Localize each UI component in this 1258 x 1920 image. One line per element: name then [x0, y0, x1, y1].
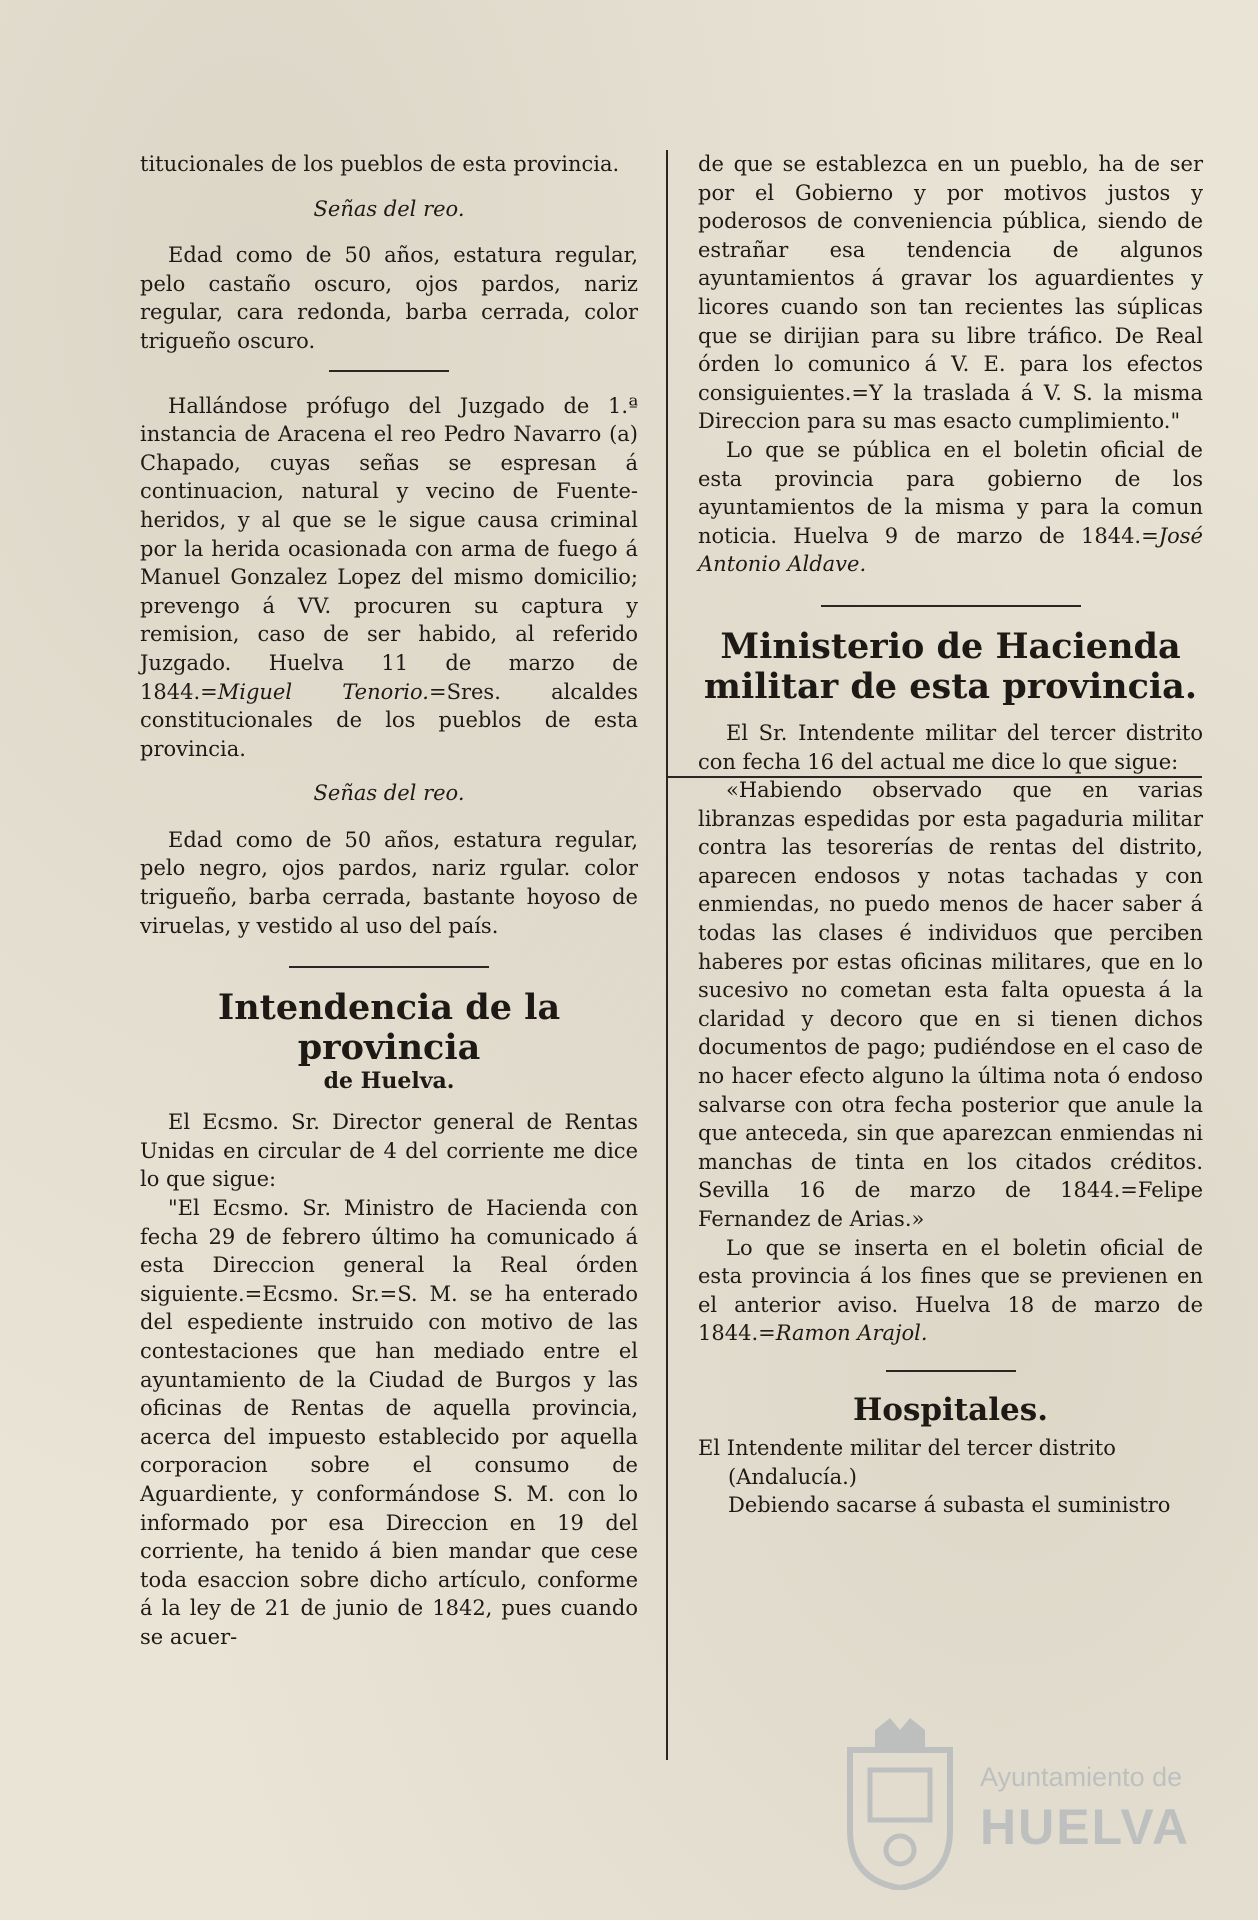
- right-paragraph-1: de que se establezca en un pueblo, ha de ser por el Gobierno y por motivos justos y poderosos de conveniencia pública, siendo de estrañar esa tendencia de algunos ayuntamientos á gravar los aguardientes y licores cuando son tan recientes las súplicas que se dirijian para su libre tráfico. De Real órden lo comunico á V. E. para los efectos consiguientes.=Y la traslada á V. S. la misma Direccion para su mas esacto cumplimiento.": [698, 152, 1203, 434]
- senas-text-2: Edad como de 50 años, estatura regular, pelo negro, ojos pardos, nariz rgular. color trigueño, barba cerrada, bastante hoyoso de viruelas, y vestido al uso del país.: [140, 827, 638, 938]
- watermark-line-1: Ayuntamiento de: [980, 1762, 1183, 1792]
- senas-title-2: Señas del reo.: [313, 781, 465, 806]
- section-rule: [289, 966, 489, 968]
- hospitales-line-2: (Andalucía.): [728, 1464, 857, 1489]
- column-divider: [666, 150, 668, 1760]
- signature-arajol: Ramon Arajol.: [775, 1321, 928, 1346]
- left-column: [140, 150, 638, 1652]
- right-paragraph-5: Lo que se inserta en el boletin oficial de esta provincia á los fines que se previenen en el anterior aviso. Huelva 18 de marzo de 1844.=Ramon Arajol.: [698, 1235, 1203, 1346]
- senas-text-1: Edad como de 50 años, estatura regular, pelo castaño oscuro, ojos pardos, nariz regular, cara redonda, barba cerrada, color trigueño oscuro.: [140, 243, 638, 353]
- signature-aldave: José Antonio Aldave.: [698, 523, 1203, 577]
- section-title-hospitales: Hospitales.: [852, 1391, 1049, 1428]
- short-rule: [329, 370, 449, 372]
- left-paragraph-2: Hallándose prófugo del Juzgado de 1.ª instancia de Aracena el reo Pedro Navarro (a) Chapado, cuyas señas se espresan á continuacion, natural y vecino de Fuente-heridos, y al que se le sigue causa criminal por la herida ocasionada con arma de fuego á Manuel Gonzalez Lopez del mismo domicilio; prevengo á VV. procuren su captura y remision, caso de ser habido, al referido Juzgado. Huelva 11 de marzo de 1844.=Miguel Tenorio.=Sres. alcaldes constitucionales de los pueblos de esta provincia.: [140, 393, 638, 761]
- right-column: [698, 150, 1203, 1520]
- hospitales-line-1: El Intendente militar del tercer distrito: [698, 1435, 1116, 1460]
- left-paragraph-1: titucionales de los pueblos de esta provincia.: [140, 152, 620, 176]
- right-paragraph-2: Lo que se pública en el boletin oficial de esta provincia para gobierno de los ayuntamientos de la misma y para la comun noticia. Huelva 9 de marzo de 1844.=José Antonio Aldave.: [698, 437, 1203, 577]
- section-title-intendencia: Intendencia de la provincia: [217, 987, 561, 1069]
- right-paragraph-3: El Sr. Intendente militar del tercer distrito con fecha 16 del actual me dice lo que sigue:: [698, 720, 1203, 774]
- senas-title-1: Señas del reo.: [313, 196, 465, 221]
- signature-tenorio: Miguel Tenorio.: [217, 679, 429, 704]
- coat-of-arms-icon: [840, 1710, 960, 1890]
- left-paragraph-3: El Ecsmo. Sr. Director general de Rentas Unidas en circular de 4 del corriente me dice lo que sigue:: [140, 1110, 638, 1192]
- short-rule-right: [886, 1370, 1016, 1372]
- section-subtitle-huelva: de Huelva.: [323, 1068, 455, 1095]
- watermark-line-2: HUELVA: [980, 1799, 1191, 1855]
- section-rule-right: [821, 605, 1081, 607]
- right-paragraph-4: «Habiendo observado que en varias libranzas espedidas por esta pagaduria militar contra las tesorerías de rentas del distrito, aparecen endosos y notas tachadas y con enmiendas, no puedo menos de hacer saber á todas las clases é individuos que perciben haberes por estas oficinas militares, que en lo sucesivo no cometan esta falta opuesta á la claridad y decoro que en si tienen dichos documentos de pago; pudiéndose en el caso de no hacer efecto alguno la última nota ó endoso salvarse con otra fecha posterior que anule la que anteceda, sin que aparezcan enmiendas ni manchas de tinta en los citados créditos. Sevilla 16 de marzo de 1844.=Felipe Fernandez de Arias.»: [698, 778, 1203, 1231]
- hospitales-line-3: Debiendo sacarse á subasta el suministro: [728, 1493, 1171, 1518]
- ayuntamiento-watermark: [840, 1710, 1240, 1900]
- section-title-ministerio: Ministerio de Hacienda militar de esta provincia.: [703, 625, 1198, 707]
- left-paragraph-4: "El Ecsmo. Sr. Ministro de Hacienda con fecha 29 de febrero último ha comunicado á esta Direccion general la Real órden siguiente.=Ecsmo. Sr.=S. M. se ha enterado del espediente instruido con motivo de las contestaciones que han mediado entre el ayuntamiento de la Ciudad de Burgos y las oficinas de Rentas de aquella provincia, acerca del impuesto establecido por aquella corporacion sobre el consumo de Aguardiente, y conformándose S. M. con lo informado por esa Direccion en 19 del corriente, ha tenido á bien mandar que cese toda esaccion sobre dicho artículo, conforme á la ley de 21 de junio de 1842, pues cuando se acuer-: [140, 1196, 638, 1649]
